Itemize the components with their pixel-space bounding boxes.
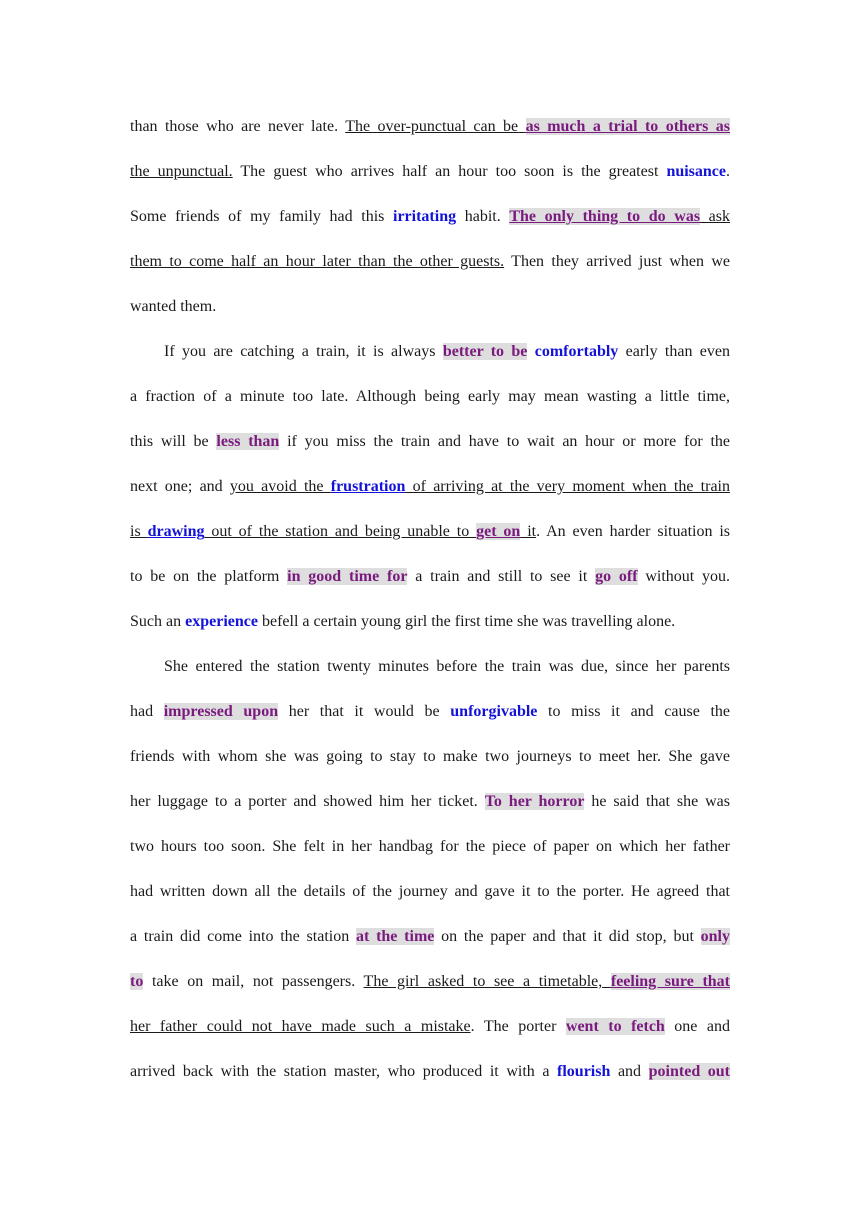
text-line (130, 1004, 730, 1049)
keyword: nuisance (666, 163, 727, 180)
text-line (130, 689, 730, 734)
text-run: . (726, 163, 731, 180)
underlined-text: them to come half an hour later than the other guests. (130, 253, 505, 270)
keyword: drawing (147, 523, 205, 540)
underlined-text: the unpunctual. (130, 163, 233, 180)
text-run: to miss it and cause the (537, 703, 730, 720)
text-run: her luggage to a porter and showed him her ticket. (130, 793, 485, 810)
highlighted-phrase: go off (595, 568, 638, 585)
text-line (130, 419, 730, 464)
highlighted-phrase: feeling sure that (610, 973, 730, 990)
text-run: he said that she was (584, 793, 731, 810)
underlined-text: of arriving at the very moment when the train (405, 478, 730, 495)
text-run: take on mail, not passengers. (143, 973, 364, 990)
text-line (130, 329, 730, 374)
text-line (130, 284, 730, 329)
text-line (130, 239, 730, 284)
text-run: arrived back with the station master, who produced it with a (130, 1063, 558, 1080)
text-run: on the paper and that it did stop, but (434, 928, 701, 945)
text-run: next one; and (130, 478, 230, 495)
text-line (130, 374, 730, 419)
text-run: . The porter (470, 1018, 566, 1035)
underlined-text: ask (700, 208, 731, 225)
document-page (130, 104, 730, 1094)
text-run: . An even harder situation is (536, 523, 731, 540)
text-line (130, 644, 730, 689)
text-run: and (610, 1063, 649, 1080)
keyword: frustration (330, 478, 406, 495)
underlined-text: it (520, 523, 537, 540)
text-run: habit. (456, 208, 510, 225)
text-run: If you are catching a train, it is always (164, 343, 443, 360)
keyword: flourish (557, 1063, 611, 1080)
highlighted-phrase: as much a trial to others as (525, 118, 731, 135)
highlighted-phrase: The only thing to do was (509, 208, 701, 225)
text-line (130, 779, 730, 824)
text-run: friends with whom she was going to stay to make two journeys to meet her. She gave (130, 748, 730, 765)
text-line (130, 914, 730, 959)
text-line (130, 104, 730, 149)
text-run: this will be (130, 433, 217, 450)
text-line (130, 554, 730, 599)
text-run: than those who are never late. (130, 118, 346, 135)
underlined-text: is (130, 523, 148, 540)
keyword: unforgivable (450, 703, 538, 720)
keyword: experience (185, 613, 258, 630)
highlighted-phrase: get on (476, 523, 521, 540)
text-run: had (130, 703, 164, 720)
text-run: wanted them. (130, 298, 217, 315)
text-run: a train did come into the station (130, 928, 356, 945)
keyword: irritating (393, 208, 457, 225)
text-run: She entered the station twenty minutes before the train was due, since her parents (164, 658, 730, 675)
text-line (130, 599, 730, 644)
text-run: if you miss the train and have to wait an hour or more for the (279, 433, 731, 450)
text-line (130, 509, 730, 554)
highlighted-phrase: at the time (355, 928, 435, 945)
text-run: Some friends of my family had this (130, 208, 393, 225)
underlined-text: out of the station and being unable to (204, 523, 477, 540)
underlined-text: The girl asked to see a timetable, (363, 973, 611, 990)
highlighted-phrase: impressed upon (163, 703, 279, 720)
text-line (130, 464, 730, 509)
highlighted-phrase: better to be (442, 343, 528, 360)
highlighted-phrase: in good time for (287, 568, 408, 585)
text-line (130, 959, 730, 1004)
highlighted-phrase: went to fetch (565, 1018, 665, 1035)
highlighted-phrase: To her horror (484, 793, 585, 810)
text-run: her that it would be (278, 703, 451, 720)
text-run: one and (664, 1018, 730, 1035)
text-line (130, 194, 730, 239)
underlined-text: her father could not have made such a mistake (130, 1018, 471, 1035)
text-line (130, 734, 730, 779)
body-text (130, 104, 730, 1094)
text-run: befell a certain young girl the first time she was travelling alone. (257, 613, 676, 630)
text-run: Then they arrived just when we (504, 253, 730, 270)
highlighted-phrase: less than (216, 433, 280, 450)
text-line (130, 149, 730, 194)
text-run: early than even (618, 343, 731, 360)
underlined-text: The over-punctual can be (345, 118, 526, 135)
text-run: a fraction of a minute too late. Although being early may mean wasting a little time, (130, 388, 730, 405)
keyword: comfortably (534, 343, 619, 360)
text-run (527, 343, 534, 360)
text-run: The guest who arrives half an hour too soon is the greatest (232, 163, 667, 180)
text-run: had written down all the details of the journey and gave it to the porter. He agreed that (130, 883, 730, 900)
text-line (130, 869, 730, 914)
text-line (130, 1049, 730, 1094)
highlighted-phrase: only (700, 928, 730, 945)
highlighted-phrase: pointed out (648, 1063, 731, 1080)
text-run: a train and still to see it (407, 568, 596, 585)
text-line (130, 824, 730, 869)
underlined-text: you avoid the (229, 478, 331, 495)
text-run: to be on the platform (130, 568, 288, 585)
text-run: two hours too soon. She felt in her handbag for the piece of paper on which her father (130, 838, 730, 855)
text-run: without you. (637, 568, 731, 585)
text-run: Such an (130, 613, 186, 630)
highlighted-phrase: to (130, 973, 144, 990)
